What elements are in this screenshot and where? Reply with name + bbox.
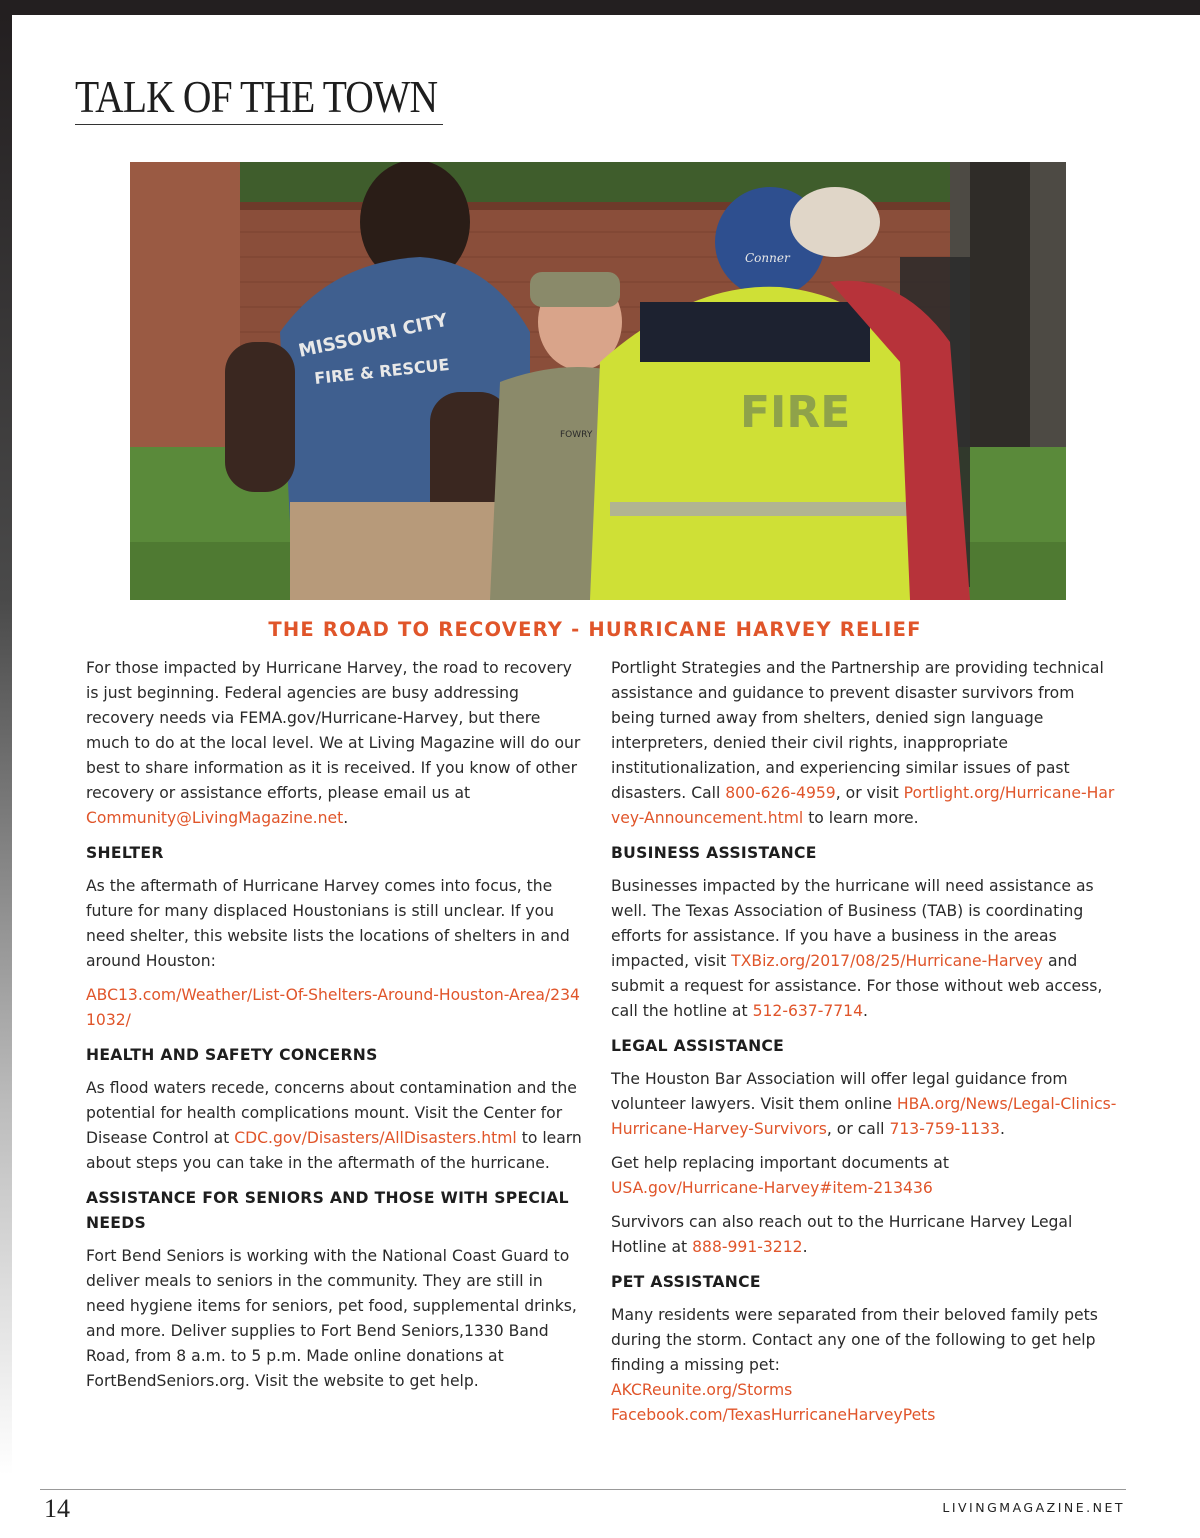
shelter-link-paragraph — [86, 983, 586, 1033]
legal-text-3: . — [999, 1120, 1005, 1138]
footer-rule — [40, 1489, 1126, 1490]
intro-end: . — [343, 809, 349, 827]
health-text-2: to learn about steps you can take in the aftermath of the hurricane. — [86, 1129, 582, 1172]
top-bar — [0, 0, 1200, 15]
hotline-paragraph — [611, 1210, 1121, 1260]
intro-text: For those impacted by Hurricane Harvey, the road to recovery is just beginning. Federal agencies are busy addressing recovery needs via FEMA.gov/Hurricane-Harvey, but there much to do at the local level. We at Living Magazine will do our best to share information as it is received. If you know of other recovery or assistance efforts, please email us at — [86, 659, 581, 802]
documents-paragraph — [611, 1151, 1121, 1201]
left-edge-bar — [0, 15, 12, 1475]
title-rule — [75, 124, 443, 125]
hotline-text-1: Survivors can also reach out to the Hurricane Harvey Legal Hotline at — [611, 1213, 1073, 1256]
business-heading: BUSINESS ASSISTANCE — [611, 844, 817, 862]
hba-link[interactable]: HBA.org/News/Legal-Clinics-Hurricane-Harvey-Survivors — [611, 1095, 1117, 1138]
cdc-link[interactable]: CDC.gov/Disasters/AllDisasters.html — [234, 1129, 517, 1147]
shelter-heading: SHELTER — [86, 844, 164, 862]
section-title: TALK OF THE TOWN — [75, 71, 438, 122]
business-text-1: Businesses impacted by the hurricane will need assistance as well. The Texas Association of Business (TAB) is coordinating efforts for assistance. If you have a business in the areas impacted, visit — [611, 877, 1094, 970]
seniors-paragraph: Fort Bend Seniors is working with the National Coast Guard to deliver meals to seniors in the community. They are still in need hygiene items for seniors, pet food, supplemental drinks, and more. Deliver supplies to Fort Bend Seniors,1330 Band Road, from 8 a.m. to 5 p.m. Made online donations at FortBendSeniors.org. Visit the website to get help. — [86, 1247, 577, 1390]
page-number: 14 — [44, 1494, 70, 1523]
portlight-text-3: to learn more. — [803, 809, 919, 827]
akc-link[interactable]: AKCReunite.org/Storms — [611, 1381, 793, 1399]
intro-paragraph — [86, 656, 586, 831]
hero-photo — [130, 162, 1066, 600]
email-link[interactable]: Community@LivingMagazine.net — [86, 809, 344, 827]
business-paragraph — [611, 874, 1121, 1024]
seniors-heading: ASSISTANCE FOR SENIORS AND THOSE WITH SPECIAL NEEDS — [86, 1189, 569, 1232]
legal-text-1: The Houston Bar Association will offer legal guidance from volunteer lawyers. Visit them online — [611, 1070, 1068, 1113]
left-column — [86, 656, 586, 1403]
hero-photo-illustration — [130, 162, 1066, 600]
site-url: LIVINGMAGAZINE.NET — [942, 1500, 1125, 1515]
article-headline: THE ROAD TO RECOVERY - HURRICANE HARVEY RELIEF — [268, 618, 922, 641]
hotline-phone-link[interactable]: 888-991-3212 — [692, 1238, 803, 1256]
business-text-3: . — [863, 1002, 868, 1020]
health-text-1: As flood waters recede, concerns about contamination and the potential for health complications mount. Visit the Center for Disease Control at — [86, 1079, 577, 1147]
portlight-paragraph — [611, 656, 1121, 831]
usa-gov-link[interactable]: USA.gov/Hurricane-Harvey#item-213436 — [611, 1179, 933, 1197]
shirt-text-1: MISSOURI CITY — [296, 309, 450, 362]
name-tape: FOWRY — [560, 430, 593, 440]
documents-text: Get help replacing important documents at — [611, 1154, 949, 1172]
shelter-link[interactable]: ABC13.com/Weather/List-Of-Shelters-Around-Houston-Area/2341032/ — [86, 986, 580, 1029]
portlight-text-2: , or visit — [835, 784, 904, 802]
business-text-2: and submit a request for assistance. For those without web access, call the hotline at — [611, 952, 1103, 1020]
facebook-pets-link[interactable]: Facebook.com/TexasHurricaneHarveyPets — [611, 1406, 936, 1424]
txbiz-link[interactable]: TXBiz.org/2017/08/25/Hurricane-Harvey — [731, 952, 1043, 970]
health-paragraph — [86, 1076, 586, 1176]
shirt-text-2: FIRE & RESCUE — [313, 354, 451, 388]
hotline-text-2: . — [802, 1238, 808, 1256]
shelter-paragraph: As the aftermath of Hurricane Harvey comes into focus, the future for many displaced Houstonians is still unclear. If you need shelter, this website lists the locations of shelters in and around Houston: — [86, 877, 570, 970]
jacket-text: FIRE — [740, 387, 851, 438]
pet-paragraph — [611, 1303, 1121, 1428]
business-phone-link[interactable]: 512-637-7714 — [752, 1002, 864, 1020]
portlight-phone-link[interactable]: 800-626-4959 — [725, 784, 836, 802]
legal-heading: LEGAL ASSISTANCE — [611, 1037, 785, 1055]
right-column — [611, 656, 1121, 1437]
health-heading: HEALTH AND SAFETY CONCERNS — [86, 1046, 378, 1064]
legal-phone-link[interactable]: 713-759-1133 — [889, 1120, 1000, 1138]
portlight-link[interactable]: Portlight.org/Hurricane-Harvey-Announcement.html — [611, 784, 1115, 827]
legal-paragraph — [611, 1067, 1121, 1142]
pet-text: Many residents were separated from their beloved family pets during the storm. Contact any one of the following to get help finding a missing pet: — [611, 1306, 1098, 1374]
pet-heading: PET ASSISTANCE — [611, 1273, 761, 1291]
cap-text: Conner — [745, 251, 790, 265]
legal-text-2: , or call — [826, 1120, 890, 1138]
portlight-text-1: Portlight Strategies and the Partnership are providing technical assistance and guidance to prevent disaster survivors from being turned away from shelters, denied sign language interpreters, denied their civil rights, inappropriate institutionalization, and experiencing similar issues of past disasters. Call — [611, 659, 1104, 802]
